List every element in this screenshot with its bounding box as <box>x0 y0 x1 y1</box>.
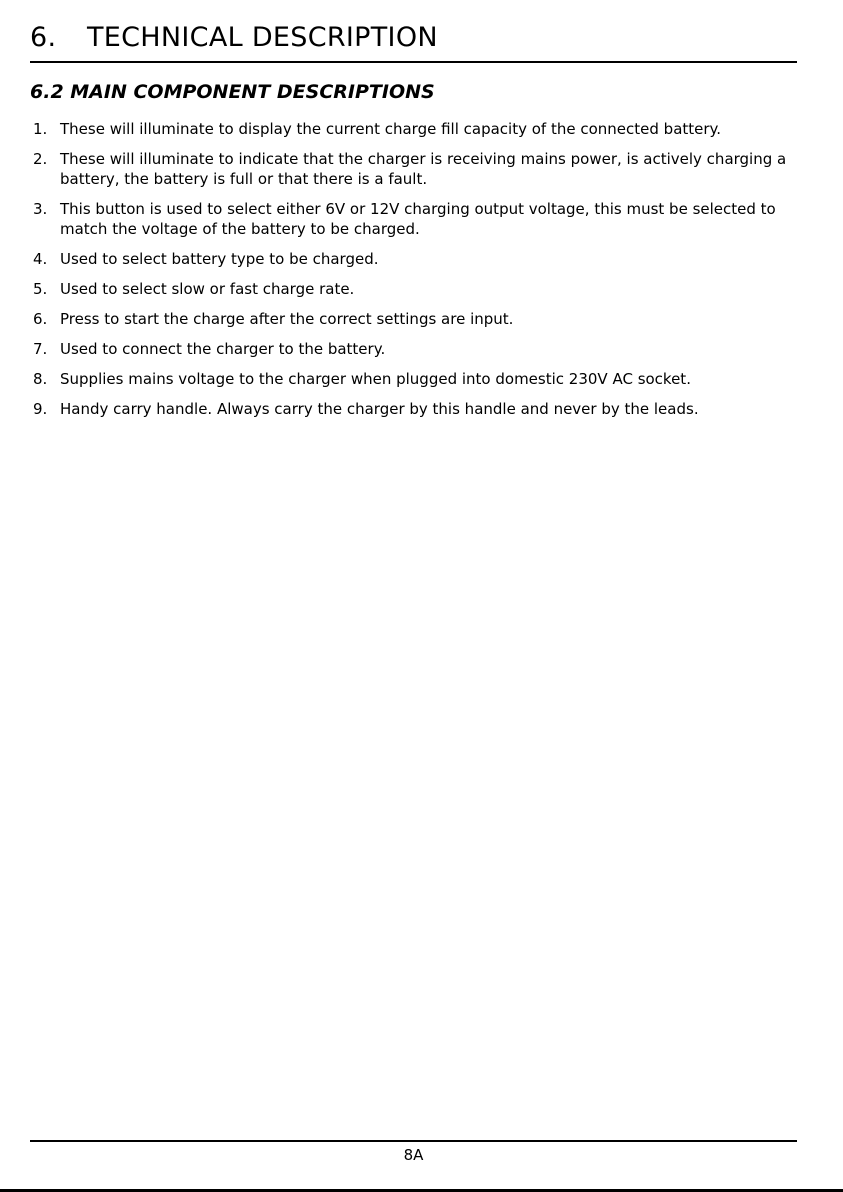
section-heading <box>30 22 797 53</box>
footer-divider <box>30 1140 797 1142</box>
item-number: 4. <box>33 250 48 268</box>
item-text: Used to select slow or fast charge rate. <box>60 280 355 298</box>
list-item <box>33 199 808 239</box>
list-item <box>33 339 808 359</box>
list-item <box>33 309 808 329</box>
section-number: 6. <box>30 22 57 53</box>
list-item <box>33 399 808 419</box>
item-number: 2. <box>33 150 48 168</box>
component-description-list <box>33 119 808 429</box>
item-text: Used to connect the charger to the battery. <box>60 340 386 358</box>
item-text: These will illuminate to display the current charge fill capacity of the connected battery. <box>60 120 722 138</box>
item-number: 9. <box>33 400 48 418</box>
item-number: 3. <box>33 200 48 218</box>
list-item <box>33 149 808 189</box>
heading-divider <box>30 61 797 63</box>
item-number: 1. <box>33 120 48 138</box>
page-number: 8A <box>403 1146 424 1164</box>
item-text: These will illuminate to indicate that the charger is receiving mains power, is actively charging a battery, the battery is full or that there is a fault. <box>60 150 787 188</box>
item-number: 8. <box>33 370 48 388</box>
subsection-title: 6.2 MAIN COMPONENT DESCRIPTIONS <box>30 81 435 103</box>
item-text: This button is used to select either 6V or 12V charging output voltage, this must be selected to match the voltage of the battery to be charged. <box>60 200 776 238</box>
item-number: 6. <box>33 310 48 328</box>
item-number: 5. <box>33 280 48 298</box>
item-text: Press to start the charge after the correct settings are input. <box>60 310 514 328</box>
list-item <box>33 119 808 139</box>
list-item <box>33 369 808 389</box>
list-item <box>33 279 808 299</box>
list-item <box>33 249 808 269</box>
item-text: Supplies mains voltage to the charger when plugged into domestic 230V AC socket. <box>60 370 691 388</box>
item-number: 7. <box>33 340 48 358</box>
item-text: Handy carry handle. Always carry the charger by this handle and never by the leads. <box>60 400 699 418</box>
section-title: TECHNICAL DESCRIPTION <box>87 22 438 53</box>
item-text: Used to select battery type to be charged. <box>60 250 379 268</box>
